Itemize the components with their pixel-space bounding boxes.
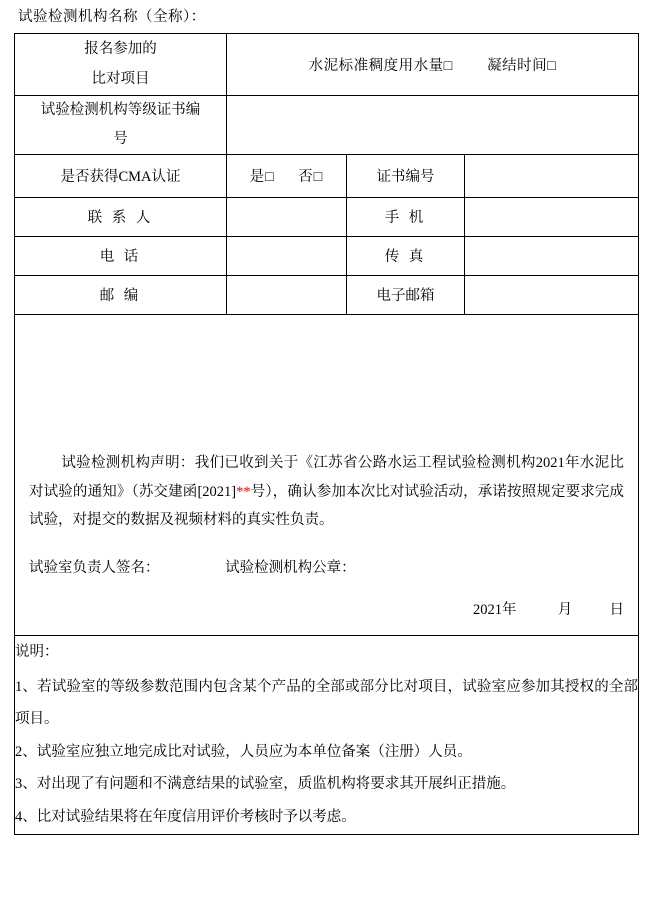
fax-value-field[interactable] xyxy=(465,236,639,275)
compare-items-label-line1: 报名参加的 xyxy=(84,41,157,57)
mobile-label: 手 机 xyxy=(347,197,465,236)
compare-items-value-cell xyxy=(227,34,639,96)
email-label: 电子邮箱 xyxy=(347,275,465,314)
table-row-zip xyxy=(15,275,639,314)
cert-grade-label-cell xyxy=(15,95,227,154)
table-row-contact xyxy=(15,197,639,236)
notes-title: 说明： xyxy=(15,643,59,660)
table-row-phone xyxy=(15,236,639,275)
date-month[interactable]: 月 xyxy=(557,601,573,618)
cert-no-label: 证书编号 xyxy=(347,154,465,197)
note-item-3: 3、对出现了有问题和不满意结果的试验室，质监机构将要求其开展纠正措施。 xyxy=(15,776,516,793)
declaration-cell xyxy=(15,314,639,635)
cma-yes-checkbox[interactable]: 是□ xyxy=(249,169,275,186)
cma-label: 是否获得CMA认证 xyxy=(15,154,227,197)
cert-grade-value-field[interactable] xyxy=(227,95,639,154)
cert-no-value-field[interactable] xyxy=(465,154,639,197)
declaration-text-part2: 号），确认参加本次比对试验活动，承诺按照规定要求完成试验，对提交的数据及视频材料的真实性负责。 xyxy=(29,483,625,528)
institution-seal-label[interactable]: 试验检测机构公章： xyxy=(225,559,356,576)
mobile-value-field[interactable] xyxy=(465,197,639,236)
table-row-cma xyxy=(15,154,639,197)
registration-form-table xyxy=(14,33,639,835)
email-value-field[interactable] xyxy=(465,275,639,314)
table-row-declaration xyxy=(15,314,639,635)
contact-label: 联 系 人 xyxy=(15,197,227,236)
zip-value-field[interactable] xyxy=(227,275,347,314)
table-row-notes xyxy=(15,635,639,834)
note-item-1: 1、若试验室的等级参数范围内包含某个产品的全部或部分比对项目，试验室应参加其授权的全部项目。 xyxy=(15,678,639,728)
declaration-text xyxy=(15,415,638,534)
notes-cell xyxy=(15,635,639,834)
compare-item-setting-time-checkbox[interactable]: 凝结时间□ xyxy=(487,57,557,74)
date-year: 2021年 xyxy=(473,601,517,618)
compare-items-label-cell xyxy=(15,34,227,96)
lab-director-signature-label[interactable]: 试验室负责人签名： xyxy=(29,559,160,576)
cert-grade-label-line1: 试验检测机构等级证书编 xyxy=(40,101,201,118)
declaration-doc-number-placeholder: ** xyxy=(236,483,251,500)
cma-choice-cell xyxy=(227,154,347,197)
fax-label: 传 真 xyxy=(347,236,465,275)
contact-value-field[interactable] xyxy=(227,197,347,236)
cert-grade-label-line2: 号 xyxy=(113,130,128,147)
date-row xyxy=(15,598,638,619)
zip-label: 邮 编 xyxy=(15,275,227,314)
phone-value-field[interactable] xyxy=(227,236,347,275)
cma-no-checkbox[interactable]: 否□ xyxy=(298,169,324,186)
phone-label: 电 话 xyxy=(15,236,227,275)
note-item-2: 2、试验室应独立地完成比对试验，人员应为本单位备案（注册）人员。 xyxy=(15,743,472,760)
page-title: 试验检测机构名称（全称）： xyxy=(18,9,206,25)
table-row-cert-grade xyxy=(15,95,639,154)
compare-item-water-demand-checkbox[interactable]: 水泥标准稠度用水量□ xyxy=(308,57,453,74)
declaration-text-part1: 试验检测机构声明：我们已收到关于《江苏省公路水运工程试验检测机构2021年水泥比对试验的通知》（苏交建函[2021] xyxy=(29,455,625,500)
table-row-compare-items xyxy=(15,34,639,96)
compare-items-label-line2: 比对项目 xyxy=(91,71,150,88)
date-day[interactable]: 日 xyxy=(609,601,625,618)
signature-row xyxy=(15,556,638,577)
note-item-4: 4、比对试验结果将在年度信用评价考核时予以考虑。 xyxy=(15,809,356,825)
